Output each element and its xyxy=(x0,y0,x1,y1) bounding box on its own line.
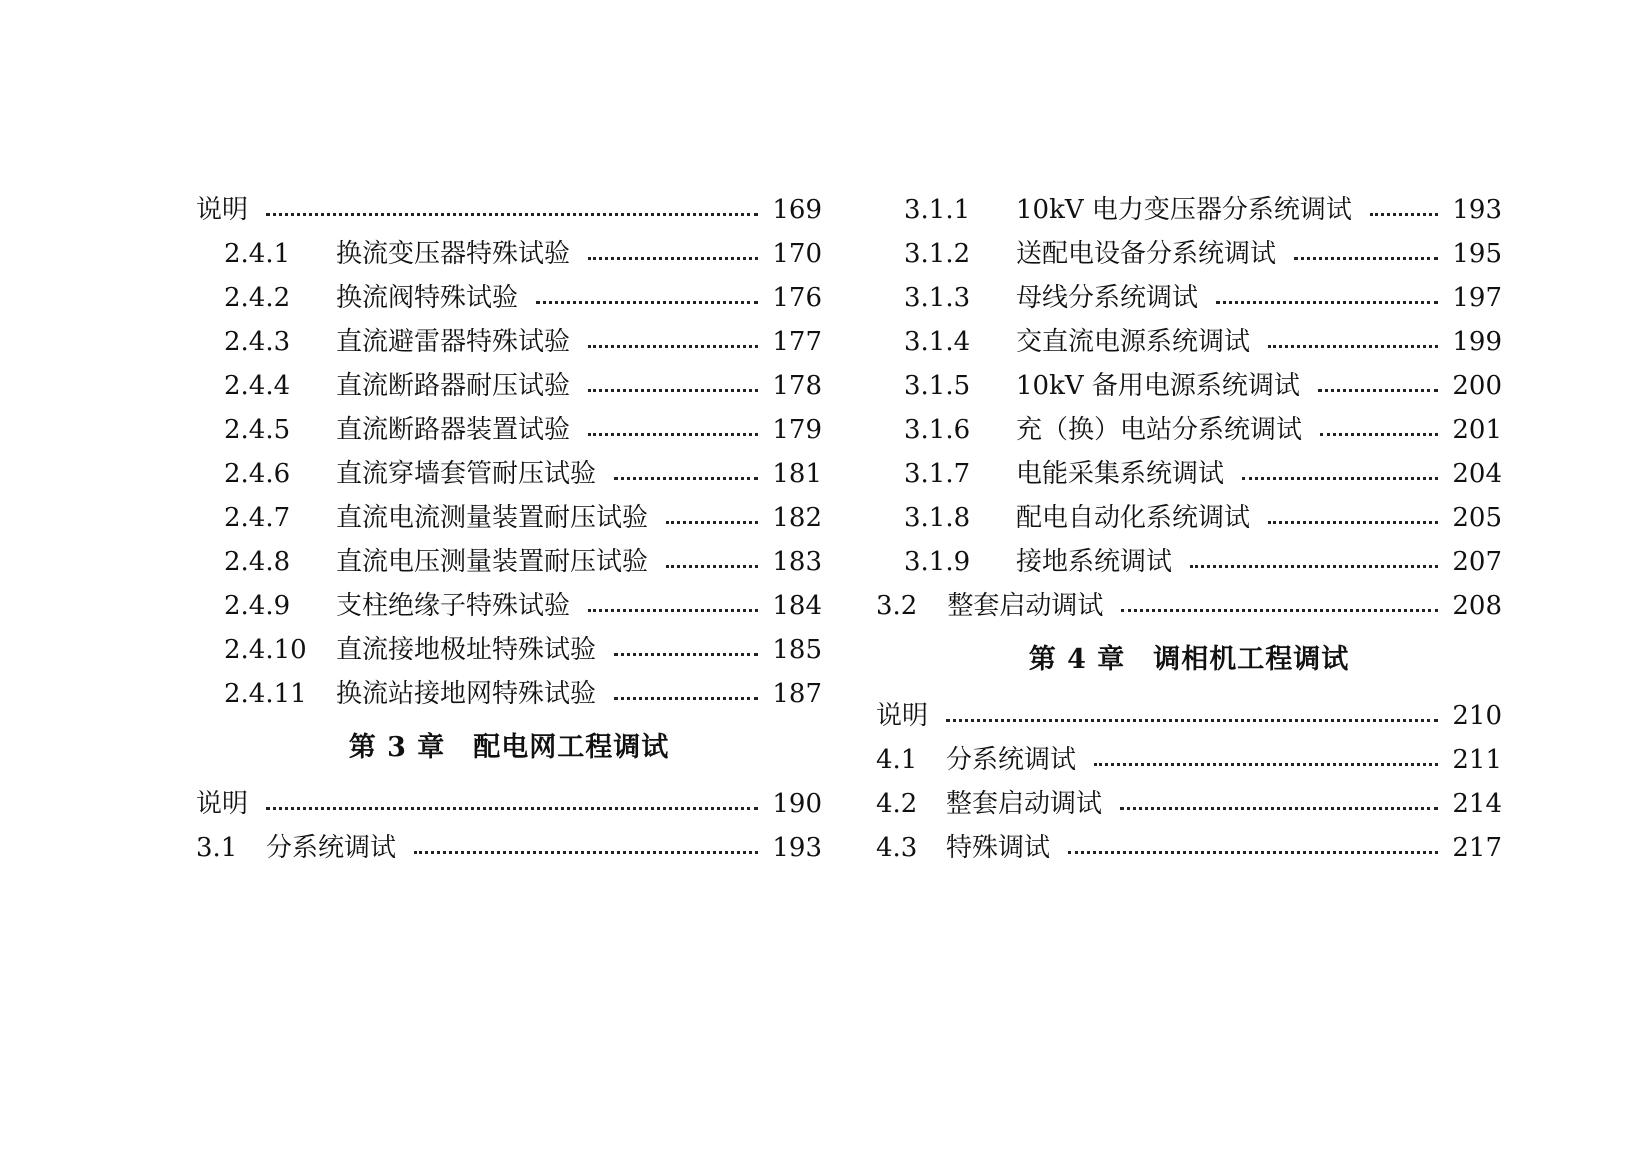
toc-entry-number: 3.1.9 xyxy=(904,547,971,577)
toc-entry-title: 支柱绝缘子特殊试验 xyxy=(336,591,571,621)
toc-entry-title: 直流断路器耐压试验 xyxy=(336,371,571,401)
dot-leader xyxy=(414,851,758,854)
toc-entry-page: 200 xyxy=(1452,371,1502,401)
toc-entry[interactable] xyxy=(196,584,822,628)
toc-entry-page: 178 xyxy=(772,371,822,401)
toc-entry-page: 211 xyxy=(1452,745,1502,775)
dot-leader xyxy=(1190,565,1438,568)
toc-entry[interactable] xyxy=(196,628,822,672)
toc-entry-number: 3.1.2 xyxy=(904,239,971,269)
toc-entry-number: 3.1.3 xyxy=(904,283,971,313)
dot-leader xyxy=(1094,763,1438,766)
dot-leader xyxy=(666,565,758,568)
toc-entry-title: 直流接地极址特殊试验 xyxy=(336,635,597,665)
toc-entry[interactable] xyxy=(196,188,822,232)
toc-entry[interactable] xyxy=(876,782,1502,826)
toc-entry[interactable] xyxy=(196,496,822,540)
toc-entry-page: 197 xyxy=(1452,283,1502,313)
toc-entry-number: 2.4.7 xyxy=(224,503,291,533)
toc-entry-page: 201 xyxy=(1452,415,1502,445)
dot-leader xyxy=(1320,433,1438,436)
toc-entry-page: 185 xyxy=(772,635,822,665)
toc-entry-page: 176 xyxy=(772,283,822,313)
toc-entry-number: 2.4.8 xyxy=(224,547,291,577)
toc-entry-page: 179 xyxy=(772,415,822,445)
toc-entry-page: 170 xyxy=(772,239,822,269)
dot-leader xyxy=(588,257,758,260)
dot-leader xyxy=(1268,521,1438,524)
toc-entry-title: 交直流电源系统调试 xyxy=(1016,327,1251,357)
toc-section-3-1 xyxy=(876,188,1502,584)
toc-entry-title: 10kV 备用电源系统调试 xyxy=(1016,371,1300,401)
toc-entry-number: 2.4.9 xyxy=(224,591,291,621)
toc-entry-page: 169 xyxy=(772,195,822,225)
toc-entry-number: 2.4.11 xyxy=(224,679,307,709)
toc-entry-title: 接地系统调试 xyxy=(1016,547,1173,577)
toc-entry-title: 说明 xyxy=(876,701,929,731)
toc-entry-number: 4.2 xyxy=(876,789,918,819)
toc-entry-number: 3.2 xyxy=(876,591,918,621)
toc-chapter-3-items xyxy=(196,826,822,870)
toc-entry-title: 说明 xyxy=(196,195,249,225)
dot-leader xyxy=(1121,609,1438,612)
toc-entry-title: 分系统调试 xyxy=(266,833,397,863)
toc-entry-number: 3.1 xyxy=(196,833,238,863)
toc-entry[interactable] xyxy=(876,364,1502,408)
toc-entry-page: 210 xyxy=(1452,701,1502,731)
toc-entry-title: 直流穿墙套管耐压试验 xyxy=(336,459,597,489)
toc-entry-page: 204 xyxy=(1452,459,1502,489)
toc-entry-title: 特殊调试 xyxy=(946,833,1051,863)
dot-leader xyxy=(266,213,758,216)
toc-entry-title: 整套启动调试 xyxy=(947,591,1104,621)
toc-entry-title: 直流避雷器特殊试验 xyxy=(336,327,571,357)
toc-right-column xyxy=(876,188,1502,870)
toc-entry-number: 2.4.1 xyxy=(224,239,291,269)
toc-entry-page: 187 xyxy=(772,679,822,709)
toc-entry-page: 183 xyxy=(772,547,822,577)
toc-entry-number: 4.3 xyxy=(876,833,918,863)
toc-entry-number: 4.1 xyxy=(876,745,918,775)
toc-entry-title: 直流断路器装置试验 xyxy=(336,415,571,445)
toc-entry-title: 母线分系统调试 xyxy=(1016,283,1199,313)
toc-entry[interactable] xyxy=(876,452,1502,496)
toc-entry-number: 3.1.6 xyxy=(904,415,971,445)
toc-entry[interactable] xyxy=(876,826,1502,870)
dot-leader xyxy=(266,807,758,810)
dot-leader xyxy=(1216,301,1438,304)
toc-entry-number: 3.1.5 xyxy=(904,371,971,401)
toc-entry-title: 电能采集系统调试 xyxy=(1016,459,1225,489)
toc-entry-title: 整套启动调试 xyxy=(946,789,1103,819)
toc-entry[interactable] xyxy=(196,320,822,364)
toc-section-2-4 xyxy=(196,232,822,716)
toc-entry-number: 2.4.10 xyxy=(224,635,307,665)
dot-leader xyxy=(1242,477,1438,480)
toc-chapter-4-items xyxy=(876,738,1502,870)
dot-leader xyxy=(536,301,758,304)
toc-entry[interactable] xyxy=(196,826,822,870)
dot-leader xyxy=(666,521,758,524)
toc-entry[interactable] xyxy=(196,672,822,716)
toc-entry-title: 送配电设备分系统调试 xyxy=(1016,239,1277,269)
toc-entry-number: 3.1.1 xyxy=(904,195,971,225)
toc-entry[interactable] xyxy=(876,232,1502,276)
toc-entry-page: 217 xyxy=(1452,833,1502,863)
toc-entry-title: 直流电流测量装置耐压试验 xyxy=(336,503,649,533)
dot-leader xyxy=(1294,257,1438,260)
chapter-4-heading: 第 4 章 调相机工程调试 xyxy=(1028,644,1350,675)
toc-entry-title: 10kV 电力变压器分系统调试 xyxy=(1016,195,1352,225)
toc-entry[interactable] xyxy=(876,738,1502,782)
dot-leader xyxy=(1318,389,1438,392)
toc-entry-title: 换流站接地网特殊试验 xyxy=(336,679,597,709)
dot-leader xyxy=(588,433,758,436)
dot-leader xyxy=(588,389,758,392)
toc-entry-number: 3.1.4 xyxy=(904,327,971,357)
toc-entry-number: 2.4.3 xyxy=(224,327,291,357)
toc-entry-page: 181 xyxy=(772,459,822,489)
toc-entry-page: 193 xyxy=(1452,195,1502,225)
dot-leader xyxy=(614,697,758,700)
dot-leader xyxy=(588,609,758,612)
toc-entry-page: 199 xyxy=(1452,327,1502,357)
toc-entry[interactable] xyxy=(876,496,1502,540)
toc-entry-title: 分系统调试 xyxy=(946,745,1077,775)
toc-entry[interactable] xyxy=(876,320,1502,364)
dot-leader xyxy=(614,653,758,656)
toc-entry-number: 2.4.6 xyxy=(224,459,291,489)
toc-entry-title: 直流电压测量装置耐压试验 xyxy=(336,547,649,577)
dot-leader xyxy=(1120,807,1438,810)
toc-entry[interactable] xyxy=(196,232,822,276)
toc-entry-title: 配电自动化系统调试 xyxy=(1016,503,1251,533)
toc-entry-number: 2.4.5 xyxy=(224,415,291,445)
toc-entry[interactable] xyxy=(196,540,822,584)
toc-entry-page: 214 xyxy=(1452,789,1502,819)
dot-leader xyxy=(1370,213,1438,216)
toc-entry-title: 换流阀特殊试验 xyxy=(336,283,519,313)
toc-left-column xyxy=(196,188,822,870)
dot-leader xyxy=(946,719,1438,722)
toc-entry-page: 207 xyxy=(1452,547,1502,577)
toc-entry[interactable] xyxy=(196,782,822,826)
toc-entry-title: 充（换）电站分系统调试 xyxy=(1016,415,1303,445)
toc-entry[interactable] xyxy=(876,188,1502,232)
toc-entry-number: 3.1.7 xyxy=(904,459,971,489)
toc-entry[interactable] xyxy=(196,452,822,496)
toc-entry[interactable] xyxy=(876,694,1502,738)
dot-leader xyxy=(588,345,758,348)
dot-leader xyxy=(1268,345,1438,348)
toc-entry-title: 换流变压器特殊试验 xyxy=(336,239,571,269)
toc-entry-page: 182 xyxy=(772,503,822,533)
toc-entry[interactable] xyxy=(196,408,822,452)
dot-leader xyxy=(614,477,758,480)
chapter-3-heading: 第 3 章 配电网工程调试 xyxy=(348,732,670,763)
toc-entry-page: 193 xyxy=(772,833,822,863)
toc-entry-number: 2.4.4 xyxy=(224,371,291,401)
toc-entry-title: 说明 xyxy=(196,789,249,819)
toc-entry[interactable] xyxy=(196,364,822,408)
toc-entry-page: 195 xyxy=(1452,239,1502,269)
toc-entry-number: 3.1.8 xyxy=(904,503,971,533)
toc-entry-page: 184 xyxy=(772,591,822,621)
toc-entry-page: 177 xyxy=(772,327,822,357)
toc-entry-number: 2.4.2 xyxy=(224,283,291,313)
toc-entry[interactable] xyxy=(876,276,1502,320)
toc-entry[interactable] xyxy=(876,540,1502,584)
dot-leader xyxy=(1068,851,1438,854)
toc-entry[interactable] xyxy=(876,408,1502,452)
toc-entry-page: 205 xyxy=(1452,503,1502,533)
toc-entry[interactable] xyxy=(196,276,822,320)
toc-entry-page: 190 xyxy=(772,789,822,819)
toc-entry[interactable] xyxy=(876,584,1502,628)
toc-entry-page: 208 xyxy=(1452,591,1502,621)
